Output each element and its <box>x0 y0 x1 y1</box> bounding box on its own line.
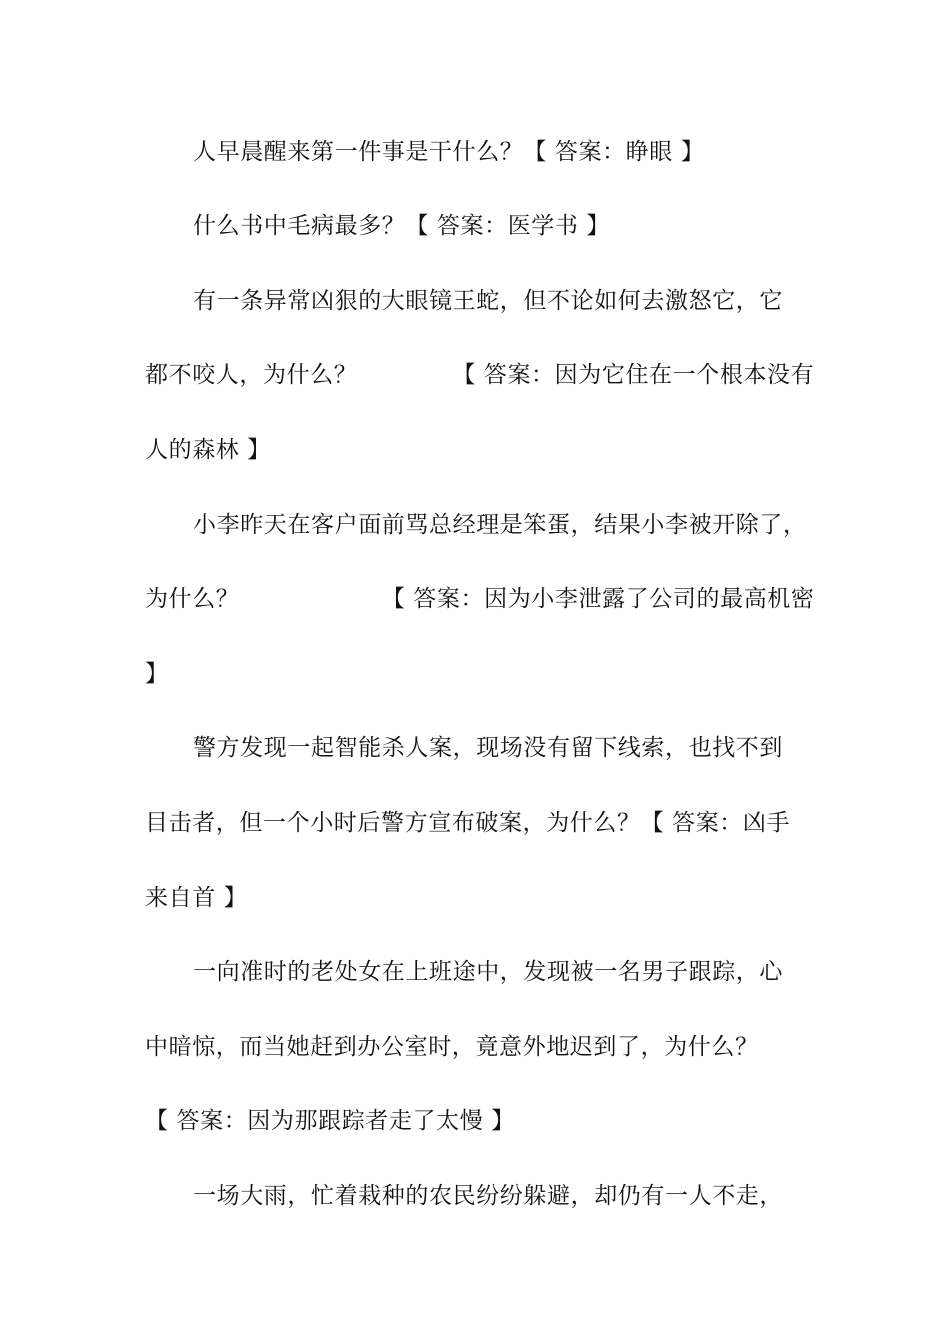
riddle-line: 一向准时的老处女在上班途中，发现被一名男子跟踪，心 <box>193 959 783 985</box>
riddle-line: 有一条异常凶狠的大眼镜王蛇，但不论如何去激怒它，它 <box>193 288 783 314</box>
riddle-line: 都不咬人，为什么？ 【 答案：因为它住在一个根本没有 <box>145 362 815 388</box>
riddle-line: 【 答案：因为那跟踪者走了太慢 】 <box>145 1108 515 1134</box>
riddle-line: 来自首 】 <box>145 885 248 911</box>
riddle-line: 目击者，但一个小时后警方宣布破案，为什么？【 答案：凶手 <box>145 810 791 836</box>
riddle-line: 小李昨天在客户面前骂总经理是笨蛋，结果小李被开除了， <box>193 512 807 538</box>
riddle-line: 什么书中毛病最多？【 答案：医学书 】 <box>193 213 611 239</box>
riddle-line: 一场大雨，忙着栽种的农民纷纷躲避，却仍有一人不走， <box>193 1183 783 1209</box>
riddle-line: 为什么？ 【 答案：因为小李泄露了公司的最高机密 <box>145 586 815 612</box>
riddle-line: 】 <box>145 661 169 687</box>
riddle-line: 人的森林 】 <box>145 437 271 463</box>
riddle-line: 人早晨醒来第一件事是干什么？【 答案：睁眼 】 <box>193 139 705 165</box>
riddle-line: 警方发现一起智能杀人案，现场没有留下线索，也找不到 <box>193 735 783 761</box>
riddle-line: 中暗惊，而当她赶到办公室时，竟意外地迟到了，为什么？ <box>145 1034 759 1060</box>
